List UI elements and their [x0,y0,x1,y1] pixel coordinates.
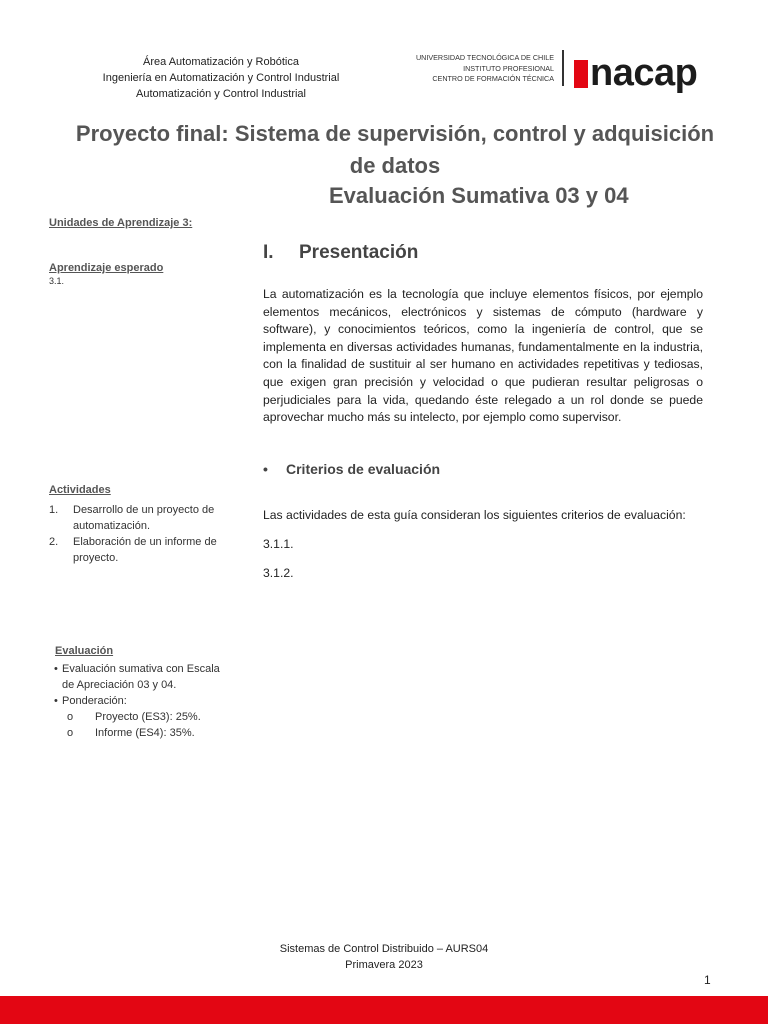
bullet-icon: • [263,461,268,477]
section-title: Presentación [299,242,419,263]
list-text: Proyecto (ES3): 25%. [95,711,201,723]
list-text: Desarrollo de un proyecto de automatización. [73,504,215,532]
list-item [54,693,229,709]
logo-caption-line: INSTITUTO PROFESIONAL [463,63,554,73]
criteria-heading-text: Criterios de evaluación [286,461,441,477]
circle-bullet-icon: o [67,711,74,723]
criteria-item: 3.1.1. [263,537,294,551]
list-item [55,709,235,725]
list-text: Ponderación: [62,695,127,707]
criteria-item: 3.1.2. [263,566,294,580]
logo-divider [562,50,564,86]
document-title: Proyecto final: Sistema de supervisión, control y adquisición de datos [75,121,715,178]
list-text: Evaluación sumativa con Escala de Apreciación 03 y 04. [62,663,220,691]
list-item [54,661,229,693]
footer-red-bar [0,996,768,1024]
list-number: 1. [49,504,59,516]
logo-caption [402,53,554,85]
criteria-intro: Las actividades de esta guía consideran los siguientes criterios de evaluación: [263,508,686,522]
header-line-area: Área Automatización y Robótica [143,56,299,68]
units-heading: Unidades de Aprendizaje 3: [49,217,193,229]
header-institution [60,54,382,102]
activities-list [49,502,219,566]
evaluation-heading: Evaluación [55,645,114,657]
circle-bullet-icon: o [67,727,74,739]
header-line-career: Ingeniería en Automatización y Control Industrial [102,72,340,84]
page-footer [234,941,534,973]
footer-course: Sistemas de Control Distribuido – AURS04 [279,943,489,955]
section-numeral: I. [263,242,274,263]
evaluation-list [54,661,229,709]
weighting-list [55,709,235,741]
list-item [55,725,235,741]
activities-heading: Actividades [49,484,111,496]
page-number: 1 [704,973,711,987]
list-item [49,502,219,534]
footer-term: Primavera 2023 [345,959,423,971]
criteria-heading [263,461,440,477]
learning-value: 3.1. [49,276,65,286]
header-line-program: Automatización y Control Industrial [136,88,306,100]
list-item [49,534,219,566]
list-number: 2. [49,536,59,548]
inacap-logo-word: nacap [590,52,698,94]
presentation-paragraph: La automatización es la tecnología que incluye elementos físicos, por ejemplo elementos mecánicos, electrónicos y sistemas de cómputo (hardware y software), y conocimientos teóricos, como la ingeniería de control, que se implementa en diversas actividades humanas, fundamentalmente en la industria, con la finalidad de sustituir al ser humano en actividades repetitivas y tediosas, que exigen gran precisión y velocidad o que pudieran resultar peligrosas o perjudiciales para la vida, quedando éste relegado a un rol donde se puede aprovechar mucho más su intelecto, por ejemplo como supervisor. [263,287,703,425]
learning-heading: Aprendizaje esperado [49,262,164,274]
logo-caption-line: UNIVERSIDAD TECNOLÓGICA DE CHILE [415,53,554,62]
list-text: Elaboración de un informe de proyecto. [73,536,217,564]
section-heading [263,242,418,264]
logo-caption-line: CENTRO DE FORMACIÓN TÉCNICA [432,74,554,83]
document-subtitle: Evaluación Sumativa 03 y 04 [329,183,629,208]
inacap-logo-mark-icon [574,60,588,88]
bullet-icon: • [54,695,58,707]
list-text: Informe (ES4): 35%. [95,727,195,739]
bullet-icon: • [54,663,58,675]
